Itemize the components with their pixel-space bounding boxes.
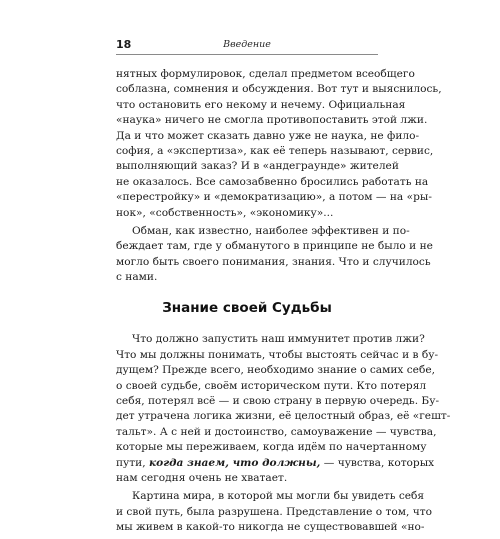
emphasized-phrase: когда знаем, что должны,	[148, 456, 321, 469]
paragraph-2	[116, 224, 433, 286]
text-line: нятных формулировок, сделал предметом всеобщего	[116, 68, 415, 80]
text-line: Картина мира, в которой мы могли бы увидеть себя	[132, 490, 425, 503]
text-line: софия, а «экспертиза», как её теперь называют, сервис,	[116, 144, 434, 157]
page-number: 18	[116, 38, 132, 51]
text-line: «наука» ничего не смогла противопоставить этой лжи.	[116, 114, 428, 127]
text-line: которые мы переживаем, когда идём по начертанному	[116, 441, 427, 454]
text-line: и свой путь, была разрушена. Представление о том, что	[116, 505, 432, 518]
text-line-with-emphasis	[116, 456, 435, 471]
text-line: «перестройку» и «демократизацию», а потом — на «ры-	[116, 191, 432, 204]
text-line: Да и что может сказать давно уже не наука, не фило-	[116, 129, 420, 142]
paragraph-3	[116, 332, 451, 486]
text-line: себя, потерял всё — и свою страну в первую очередь. Бу-	[116, 395, 440, 408]
section-heading: Знание своей Судьбы	[162, 300, 332, 317]
text-line: мы живем в какой-то никогда не существовавшей «но-	[116, 521, 425, 534]
text-line: тальт». А с ней и достоинство, самоуважение — чувства,	[116, 425, 437, 438]
text-line: не оказалось. Все самозабвенно бросились работать на	[116, 175, 429, 188]
body-text	[116, 67, 451, 539]
text-line: соблазна, сомнения и обсуждения. Вот тут и выяснилось,	[116, 83, 442, 96]
text-line: нок», «собственность», «экономику»...	[116, 206, 334, 219]
paragraph-4	[116, 489, 432, 535]
text-line: Что мы должны понимать, чтобы выстоять сейчас и в бу-	[116, 348, 439, 361]
text-line: выполняющий заказ? И в «андеграунде» жителей	[116, 160, 399, 173]
text-line: что остановить его некому и нечему. Официальная	[116, 98, 406, 111]
text-line: могло быть своего понимания, знания. Что и случилось	[116, 255, 431, 268]
text-line: беждает там, где у обманутого в принципе не было и не	[116, 240, 433, 253]
text-run: пути,	[116, 456, 149, 469]
running-head	[116, 38, 378, 52]
text-line: о своей судьбе, своём историческом пути. Кто потерял	[116, 379, 427, 392]
text-line: дущем? Прежде всего, необходимо знание о самих себе,	[116, 364, 435, 377]
text-line: дет утрачена логика жизни, её целостный образ, её «гешт-	[116, 410, 451, 423]
text-line: с нами.	[116, 271, 158, 284]
text-line: Обман, как известно, наиболее эффективен и по-	[132, 224, 410, 237]
text-run: — чувства, которых	[320, 456, 435, 469]
text-line: нам сегодня очень не хватает.	[116, 471, 288, 484]
text-line: Что должно запустить наш иммунитет против лжи?	[132, 333, 425, 346]
header-rule	[116, 54, 378, 55]
paragraph-1	[116, 67, 442, 221]
running-head-section: Введение	[223, 39, 271, 50]
